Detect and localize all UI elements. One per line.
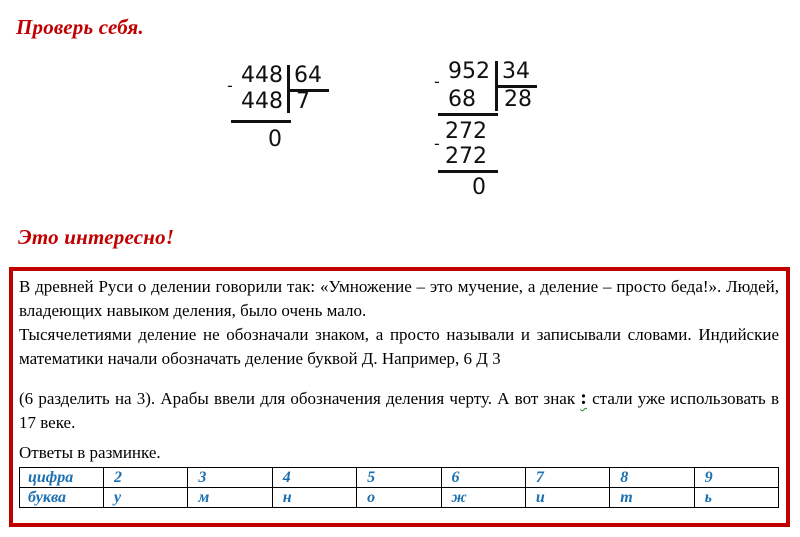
table-cell: 5 [357,468,441,488]
table-cell: ж [441,488,525,508]
partial-dividend: 272 [445,119,487,144]
table-cell: у [104,488,188,508]
table-cell: м [188,488,272,508]
subtrahend-1: 68 [448,87,476,112]
result-line [438,170,498,173]
paragraph-3-text: (6 разделить на 3). Арабы ввели для обозначения деления черту. А вот знак [19,389,581,408]
quotient: 28 [504,87,532,112]
table-cell: 7 [525,468,609,488]
check-yourself-heading: Проверь себя. [16,15,144,39]
table-cell: 9 [694,468,778,488]
table-cell: о [357,488,441,508]
table-cell: ь [694,488,778,508]
paragraph-1: В древней Руси о делении говорили так: «Умножение – это мучение, а деление – просто беда!». Людей, владеющих навыком деления, было очень мало. [19,277,779,320]
paragraph-2-example: . Например, 6 Д 3 [373,349,501,368]
table-cell: и [525,488,609,508]
dividend: 952 [448,59,490,84]
minus-sign: - [434,72,440,91]
table-cell: 3 [188,468,272,488]
table-cell: т [610,488,694,508]
table-cell: 4 [272,468,356,488]
table-cell: 6 [441,468,525,488]
minus-sign: - [434,134,440,153]
table-row [20,488,779,508]
subtrahend: 448 [241,89,283,114]
remainder: 0 [472,175,486,200]
paragraph-2 [19,323,779,371]
row-header: буква [20,488,104,508]
answers-note: Ответы в разминке. [19,443,161,462]
remainder: 0 [268,127,282,152]
table-cell: 8 [610,468,694,488]
quotient: 7 [296,89,310,114]
table-cell: 2 [104,468,188,488]
paragraph-3 [19,386,779,435]
answers-table [19,467,779,508]
subtrahend-2: 272 [445,144,487,169]
table-row [20,468,779,488]
dividend: 448 [241,63,283,88]
result-line [438,113,498,116]
paragraph-2-text: Тысячелетиями деление не обозначали знаком, а просто называли и записывали словами. Индийские математики начали обозначать деление буквой [19,325,779,368]
division-colon-sign: : [580,387,587,409]
paragraph-3-end: стали уже использовать в 17 веке. [19,389,779,432]
row-header: цифра [20,468,104,488]
interesting-heading: Это интересно! [18,225,175,249]
result-line [231,120,291,123]
letter-d: Д [361,349,374,368]
divisor: 34 [502,59,530,84]
minus-sign: - [227,76,233,95]
divisor: 64 [294,63,322,88]
table-cell: н [272,488,356,508]
